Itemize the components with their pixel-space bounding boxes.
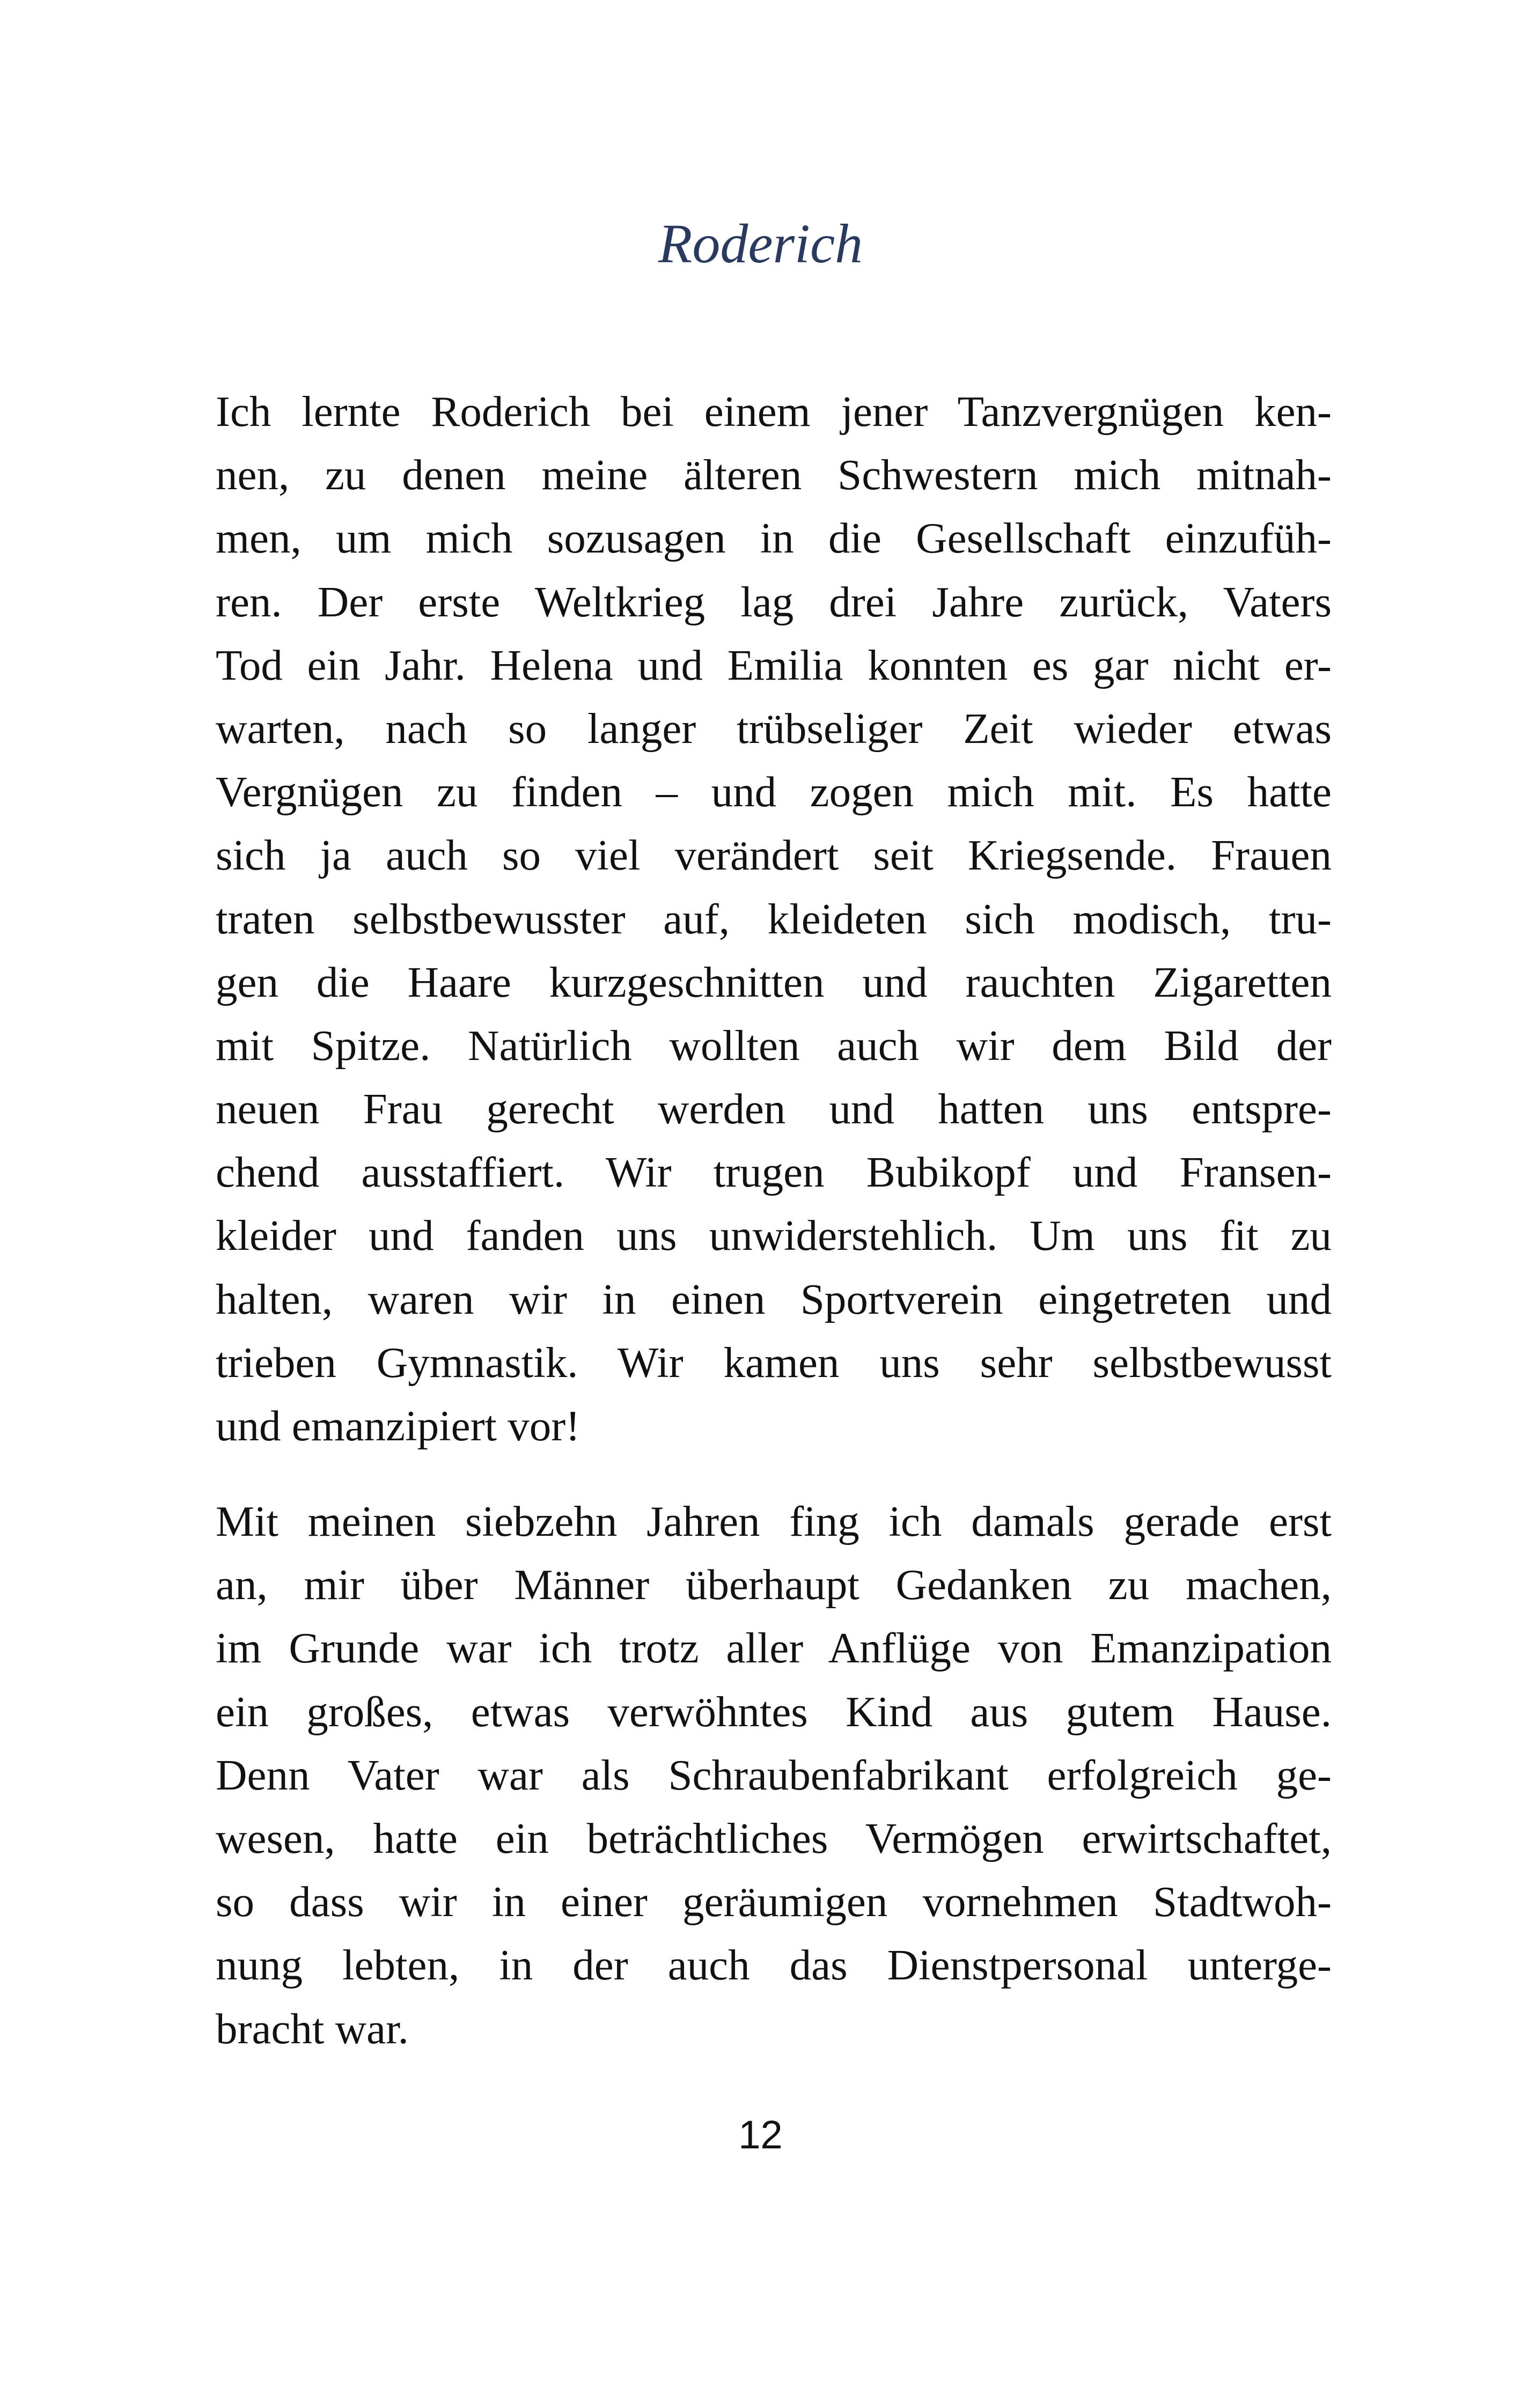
- paragraph-2: [216, 1490, 1332, 2060]
- text-line: chend ausstaffiert. Wir trugen Bubikopf und Fransen-: [216, 1148, 1332, 1197]
- text-line: an, mir über Männer überhaupt Gedanken zu machen,: [216, 1560, 1332, 1609]
- paragraph-1: [216, 380, 1332, 1457]
- text-line: traten selbstbewusster auf, kleideten sich modisch, tru-: [216, 894, 1332, 943]
- text-line: so dass wir in einer geräumigen vornehmen Stadtwoh-: [216, 1877, 1332, 1926]
- text-line: Denn Vater war als Schraubenfabrikant erfolgreich ge-: [216, 1750, 1332, 1799]
- text-line: Tod ein Jahr. Helena und Emilia konnten es gar nicht er-: [216, 640, 1332, 689]
- text-line: nen, zu denen meine älteren Schwestern mich mitnah-: [216, 451, 1332, 499]
- text-line: und emanzipiert vor!: [216, 1402, 581, 1450]
- text-line: ein großes, etwas verwöhntes Kind aus gutem Hause.: [216, 1687, 1332, 1736]
- text-line: mit Spitze. Natürlich wollten auch wir dem Bild der: [216, 1021, 1332, 1070]
- text-line: Vergnügen zu finden – und zogen mich mit. Es hatte: [216, 768, 1332, 816]
- text-line: neuen Frau gerecht werden und hatten uns entspre-: [216, 1085, 1332, 1133]
- chapter-title: Roderich: [658, 213, 863, 275]
- text-line: Ich lernte Roderich bei einem jener Tanzvergnügen ken-: [216, 387, 1332, 436]
- text-line: halten, waren wir in einen Sportverein eingetreten und: [216, 1275, 1332, 1323]
- text-line: im Grunde war ich trotz aller Anflüge von Emanzipation: [216, 1624, 1332, 1673]
- text-line: Mit meinen siebzehn Jahren fing ich damals gerade erst: [216, 1497, 1332, 1545]
- text-line: kleider und fanden uns unwiderstehlich. Um uns fit zu: [216, 1211, 1332, 1260]
- text-line: warten, nach so langer trübseliger Zeit wieder etwas: [216, 704, 1332, 753]
- text-line: ren. Der erste Weltkrieg lag drei Jahre zurück, Vaters: [216, 577, 1332, 626]
- text-line: trieben Gymnastik. Wir kamen uns sehr selbstbewusst: [216, 1338, 1332, 1387]
- text-line: gen die Haare kurzgeschnitten und rauchten Zigaretten: [216, 958, 1332, 1006]
- text-line: sich ja auch so viel verändert seit Kriegsende. Frauen: [216, 831, 1332, 880]
- text-line: men, um mich sozusagen in die Gesellschaft einzufüh-: [216, 514, 1332, 563]
- page-number: 12: [738, 2112, 783, 2157]
- text-line: nung lebten, in der auch das Dienstpersonal unterge-: [216, 1941, 1332, 1990]
- text-line: bracht war.: [216, 2004, 409, 2053]
- text-line: wesen, hatte ein beträchtliches Vermögen erwirtschaftet,: [216, 1814, 1332, 1862]
